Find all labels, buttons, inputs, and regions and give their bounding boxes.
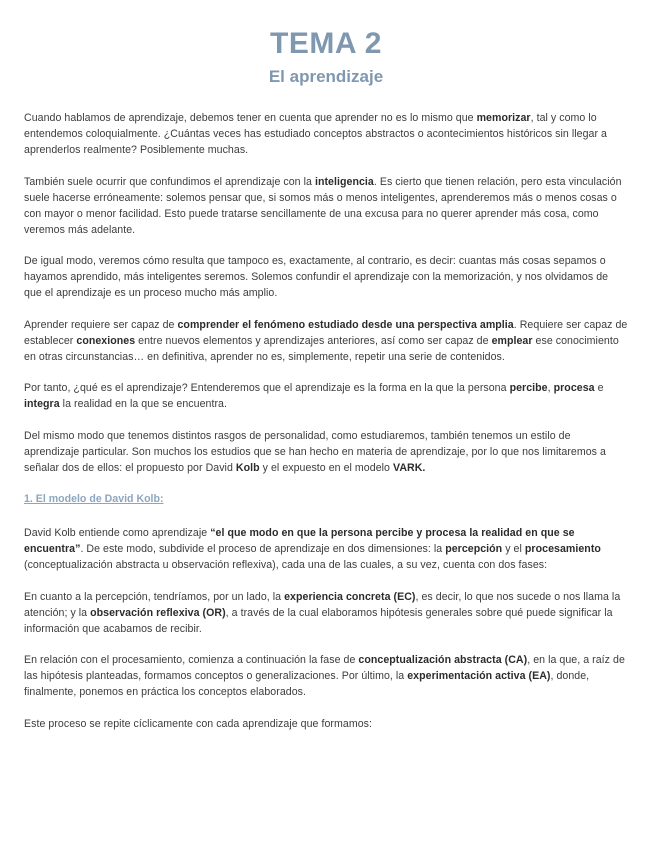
text-run: , es decir, lo que nos sucede o nos llama la atención; y la (24, 590, 621, 619)
emphasized-text: emplear (491, 334, 533, 347)
emphasized-text: observación reflexiva (OR) (90, 606, 226, 619)
emphasized-text: procesamiento (524, 543, 601, 555)
text-run: Este proceso se repite cíclicamente con cada aprendizaje que formamos: (24, 717, 372, 730)
text-run: En relación con el procesamiento, comienza a continuación la fase de (24, 654, 359, 666)
text-run: , en la que, a raíz de las hipótesis planteadas, formamos conceptos o generalizaciones. Por último, la (24, 654, 625, 682)
paragraph-ciclo (24, 716, 628, 732)
section-heading-kolb: 1. El modelo de David Kolb: (24, 493, 164, 505)
text-run: ese conocimiento en otras circunstancias… en definitiva, aprender no es, simplemente, repetir una serie de contenidos. (24, 334, 619, 363)
paragraph-memorizar (24, 110, 628, 158)
text-run: e (594, 382, 604, 394)
text-run: . De este modo, subdivide el proceso de aprendizaje en dos dimensiones: la (80, 543, 446, 555)
page-title: TEMA 2 (270, 27, 382, 60)
text-run: . Requiere ser capaz de establecer (24, 318, 628, 347)
emphasized-text: conexiones (76, 334, 136, 347)
document-body (24, 110, 628, 732)
paragraph-memorizacion (24, 253, 628, 301)
emphasized-text: percepción (445, 543, 503, 555)
emphasized-text: memorizar (476, 112, 531, 124)
text-run: y el (502, 543, 525, 555)
text-run: Por tanto, ¿qué es el aprendizaje? Entenderemos que el aprendizaje es la forma en la que la persona (24, 382, 510, 394)
text-run: . Es cierto que tienen relación, pero esta vinculación suele hacerse erróneamente: solemos pensar que, si somos más o menos inteligentes, aprenderemos más o menos cosas o con mayor o menor facilidad. Esto puede tratarse sencillamente de una excusa para no querer aprender más cosa, como veremos más adelante. (24, 175, 622, 236)
text-run: En cuanto a la percepción, tendríamos, por un lado, la (24, 590, 285, 603)
text-run: Cuando hablamos de aprendizaje, debemos tener en cuenta que aprender no es lo mismo que (24, 112, 477, 124)
text-run: , tal y como lo entendemos coloquialmente. ¿Cuántas veces has estudiado conceptos abstractos o acontecimientos históricos sin llegar a aprenderlos realmente? Posiblemente muchas. (24, 112, 607, 156)
paragraph-kolb-definicion (24, 525, 628, 573)
paragraph-procesamiento (24, 652, 628, 700)
emphasized-text: Kolb (235, 461, 260, 474)
paragraph-definicion (24, 380, 628, 412)
text-run: David Kolb entiende como aprendizaje (24, 527, 211, 539)
text-run: y el expuesto en el modelo (259, 461, 393, 474)
text-run: (conceptualización abstracta u observación reflexiva), cada una de las cuales, a su vez, cuenta con dos fases: (24, 559, 548, 571)
emphasized-text: experiencia concreta (EC) (284, 590, 416, 603)
text-run: De igual modo, veremos cómo resulta que tampoco es, exactamente, al contrario, es decir: cuantas más cosas sepamos o hayamos aprendido, más inteligentes seremos. Solemos confundir el aprendizaje con la memorización, y nos olvidamos de que el aprendizaje es un proceso mucho más amplio. (24, 255, 609, 299)
emphasized-text: VARK. (392, 461, 426, 474)
emphasized-text: procesa (553, 382, 595, 394)
text-run: , (547, 382, 554, 394)
emphasized-text: integra (24, 398, 60, 410)
text-run: entre nuevos elementos y aprendizajes anteriores, así como ser capaz de (135, 334, 492, 347)
emphasized-text: percibe (509, 382, 548, 394)
emphasized-text: experimentación activa (EA) (407, 670, 551, 682)
text-run: , a través de la cual elaboramos hipótesis generales sobre qué puede significar la información que acabamos de recibir. (24, 606, 613, 635)
paragraph-comprender (24, 317, 628, 365)
page-subtitle: El aprendizaje (268, 67, 384, 86)
text-run: la realidad en la que se encuentra. (59, 398, 227, 410)
text-run: , donde, finalmente, ponemos en práctica los conceptos elaborados. (24, 670, 590, 698)
text-run: Del mismo modo que tenemos distintos rasgos de personalidad, como estudiaremos, también tenemos un estilo de aprendizaje particular. Son muchos los estudios que se han hecho en materia de aprendizaje, por lo que nos limitaremos a señalar dos de ellos: el propuesto por David (24, 429, 606, 474)
emphasized-text: comprender el fenómeno estudiado desde una perspectiva amplia (177, 318, 514, 331)
paragraph-percepcion (24, 589, 628, 637)
emphasized-text: “el que modo en que la persona percibe y procesa la realidad en que se encuentra” (24, 527, 575, 555)
text-run: Aprender requiere ser capaz de (24, 318, 178, 331)
emphasized-text: conceptualización abstracta (CA) (358, 654, 528, 666)
paragraph-estilos (24, 428, 628, 476)
paragraph-inteligencia (24, 174, 628, 238)
text-run: También suele ocurrir que confundimos el aprendizaje con la (24, 175, 315, 188)
emphasized-text: inteligencia (314, 175, 374, 188)
